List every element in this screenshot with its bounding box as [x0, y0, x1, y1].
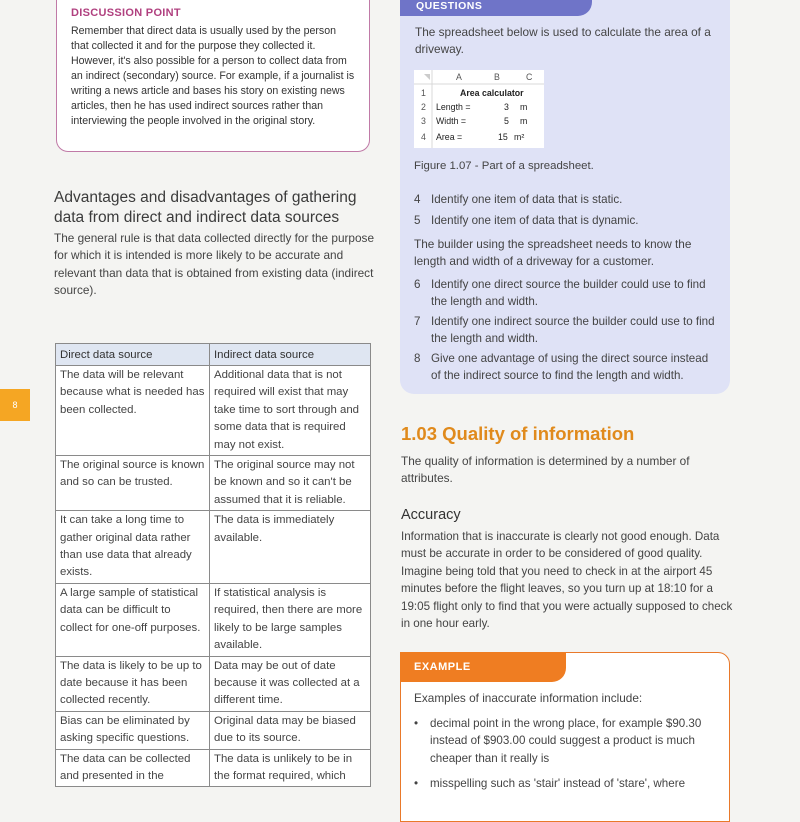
question-text: Identify one item of data that is dynamic. [431, 214, 639, 227]
question-number: 8 [414, 352, 421, 365]
bullet-icon: • [414, 717, 419, 730]
spreadsheet-title: Area calculator [460, 88, 524, 98]
example-item-text: decimal point in the wrong place, for example $90.30 instead of $903.00 could suggest a product is much cheaper than it really is [430, 717, 702, 765]
direct-indirect-table [55, 343, 371, 787]
example-intro: Examples of inaccurate information include: [414, 691, 643, 705]
area-value: 15 [498, 132, 508, 142]
table-row [56, 366, 371, 456]
row-header-4: 4 [421, 132, 426, 142]
table-cell: The original source may not be known and so it can't be assumed that it is reliable. [210, 456, 371, 511]
table-row [56, 749, 371, 787]
question-number: 6 [414, 278, 421, 291]
col-header-c: C [526, 72, 533, 82]
table-header-indirect: Indirect data source [210, 344, 371, 366]
bullet-icon: • [414, 777, 419, 790]
table-cell: It can take a long time to gather original data rather than use data that already exists. [56, 511, 210, 584]
width-unit: m [520, 116, 528, 126]
col-header-b: B [494, 72, 500, 82]
example-box [400, 652, 730, 822]
table-row [56, 511, 371, 584]
table-cell: A large sample of statistical data can be difficult to collect for one-off purposes. [56, 583, 210, 656]
quality-heading: 1.03 Quality of information [401, 423, 635, 444]
page-number-tab [0, 389, 30, 421]
example-tab-label: EXAMPLE [414, 661, 471, 673]
col-header-a: A [456, 72, 462, 82]
table-cell: Original data may be biased due to its source. [210, 711, 371, 749]
builder-text: The builder using the spreadsheet needs to know the length and width of a driveway for a customer. [414, 237, 692, 268]
discussion-title: DISCUSSION POINT [71, 7, 181, 19]
question-text: Identify one item of data that is static. [431, 193, 623, 206]
table-row [56, 583, 371, 656]
question-text: Identify one direct source the builder could use to find the length and width. [431, 278, 706, 308]
table-row [56, 711, 371, 749]
discussion-text: Remember that direct data is usually used by the person that collected it and for the purpose they collected it. However, it's also possible for a person to collect data from an indirect (secondary) source. For example, if a journalist is writing a news article and bases his story on existing news articles, then he has used indirect sources rather than interviewing the people involved in the original story. [71, 25, 355, 127]
example-tab [400, 652, 566, 682]
question-number: 4 [414, 193, 421, 206]
area-label: Area = [436, 132, 463, 142]
row-header-1: 1 [421, 88, 426, 98]
table-cell: If statistical analysis is required, then there are more likely to be large samples available. [210, 583, 371, 656]
width-label: Width = [436, 116, 467, 126]
table-header-direct: Direct data source [56, 344, 210, 366]
questions-intro: The spreadsheet below is used to calculate the area of a driveway. [415, 25, 711, 56]
accuracy-heading: Accuracy [401, 507, 461, 523]
page-number: 8 [12, 400, 18, 410]
table-cell: The data can be collected and presented in the [56, 749, 210, 787]
table-cell: The data will be relevant because what is needed has been collected. [56, 366, 210, 456]
question-number: 7 [414, 315, 421, 328]
row-header-2: 2 [421, 102, 426, 112]
example-item-text: misspelling such as 'stair' instead of 'stare', where [430, 777, 686, 790]
length-label: Length = [436, 102, 471, 112]
table-row [56, 656, 371, 711]
table-cell: The data is likely to be up to date because it has been collected recently. [56, 656, 210, 711]
accuracy-text: Information that is inaccurate is clearly not good enough. Data must be accurate in order to be considered of good quality. Imagine being told that you need to check in at the airport 45 minutes before the flight leaves, so you turn up at 18:10 for a 19:05 flight only to find that you were actually supposed to check in one hour early. [401, 530, 733, 631]
question-text: Give one advantage of using the direct source instead of the indirect source to find the length and width. [431, 352, 709, 382]
figure-caption: Figure 1.07 - Part of a spreadsheet. [414, 160, 594, 172]
table-cell: Data may be out of date because it was collected at a different time. [210, 656, 371, 711]
row-header-3: 3 [421, 116, 426, 126]
length-value: 3 [504, 102, 509, 112]
table-cell: Bias can be eliminated by asking specific questions. [56, 711, 210, 749]
advantages-text: The general rule is that data collected directly for the purpose for which it is intended is more likely to be accurate and relevant than data that is obtained from existing data (indirect source). [54, 231, 375, 298]
discussion-point-box [56, 0, 370, 152]
questions-tab [400, 0, 592, 16]
table-cell: The original source is known and so can be trusted. [56, 456, 210, 511]
length-unit: m [520, 102, 528, 112]
table-row [56, 456, 371, 511]
area-unit: m² [514, 132, 525, 142]
questions-tab-label: QUESTIONS [416, 0, 483, 12]
questions-box [400, 0, 730, 394]
table-cell: The data is unlikely to be in the format required, which [210, 749, 371, 787]
table-cell: Additional data that is not required will exist that may take time to sort through and some data that is required may not exist. [210, 366, 371, 456]
spreadsheet-figure [414, 70, 544, 148]
question-number: 5 [414, 214, 421, 227]
quality-text: The quality of information is determined by a number of attributes. [401, 454, 690, 486]
table-cell: The data is immediately available. [210, 511, 371, 584]
table-header-row [56, 344, 371, 366]
question-text: Identify one indirect source the builder could use to find the length and width. [431, 315, 715, 345]
advantages-heading: Advantages and disadvantages of gathering data from direct and indirect data sources [54, 189, 357, 226]
width-value: 5 [504, 116, 509, 126]
